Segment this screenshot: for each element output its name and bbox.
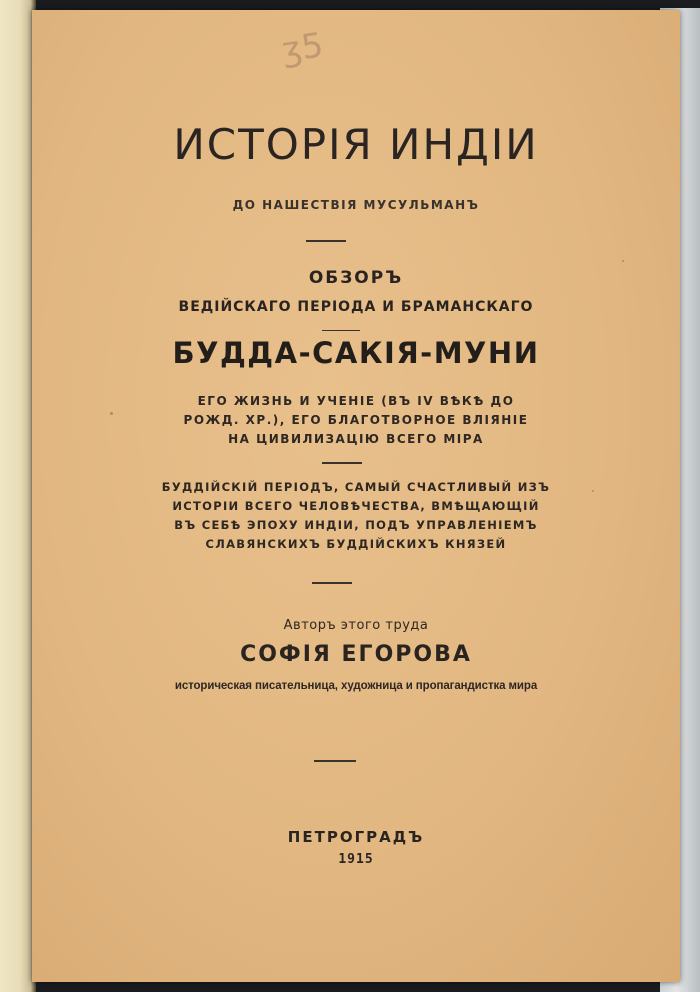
- title-page: [32, 10, 680, 982]
- imprint-year: 1915: [338, 852, 374, 867]
- paper-speck: [592, 490, 594, 492]
- buddha-line-1: ЕГО ЖИЗНЬ И УЧЕНІЕ (ВЪ IV ВѢКѢ ДО: [197, 394, 515, 408]
- author-description: историческая писательница, художница и пропагандистка мира: [174, 680, 538, 692]
- paper-speck: [110, 412, 113, 415]
- author-label: Авторъ этого труда: [283, 618, 429, 633]
- overview-heading: ОБЗОРЪ: [308, 268, 404, 288]
- buddha-heading: БУДДА-САКІЯ-МУНИ: [172, 336, 540, 370]
- divider-1: [306, 240, 346, 242]
- book-binding-edge: [0, 0, 36, 992]
- pencil-mark: ʒ5: [279, 25, 326, 71]
- paper-speck: [622, 260, 624, 262]
- period-line-3: ВЪ СЕБѢ ЭПОХУ ИНДІИ, ПОДЪ УПРАВЛЕНІЕМЪ: [174, 518, 538, 532]
- book-title: ИСТОРІЯ ИНДІИ: [173, 120, 539, 169]
- buddha-line-3: НА ЦИВИЛИЗАЦІЮ ВСЕГО МІРА: [228, 432, 484, 446]
- divider-3: [322, 462, 362, 464]
- period-line-4: СЛАВЯНСКИХЪ БУДДІЙСКИХЪ КНЯЗЕЙ: [205, 537, 507, 551]
- divider-2: [322, 330, 360, 331]
- imprint-city: ПЕТРОГРАДЪ: [287, 828, 425, 846]
- buddha-line-2: РОЖД. ХР.), ЕГО БЛАГОТВОРНОЕ ВЛІЯНІЕ: [183, 413, 529, 427]
- author-name: СОФІЯ ЕГОРОВА: [240, 642, 472, 667]
- book-subtitle: ДО НАШЕСТВІЯ МУСУЛЬМАНЪ: [232, 198, 480, 212]
- period-line-1: БУДДІЙСКІЙ ПЕРІОДЪ, САМЫЙ СЧАСТЛИВЫЙ ИЗЪ: [161, 480, 551, 494]
- period-line-2: ИСТОРІИ ВСЕГО ЧЕЛОВѢЧЕСТВА, ВМѢЩАЮЩІЙ: [172, 499, 540, 513]
- overview-periods: ВЕДІЙСКАГО ПЕРІОДА И БРАМАНСКАГО: [178, 299, 534, 315]
- divider-5: [314, 760, 356, 762]
- divider-4: [312, 582, 352, 584]
